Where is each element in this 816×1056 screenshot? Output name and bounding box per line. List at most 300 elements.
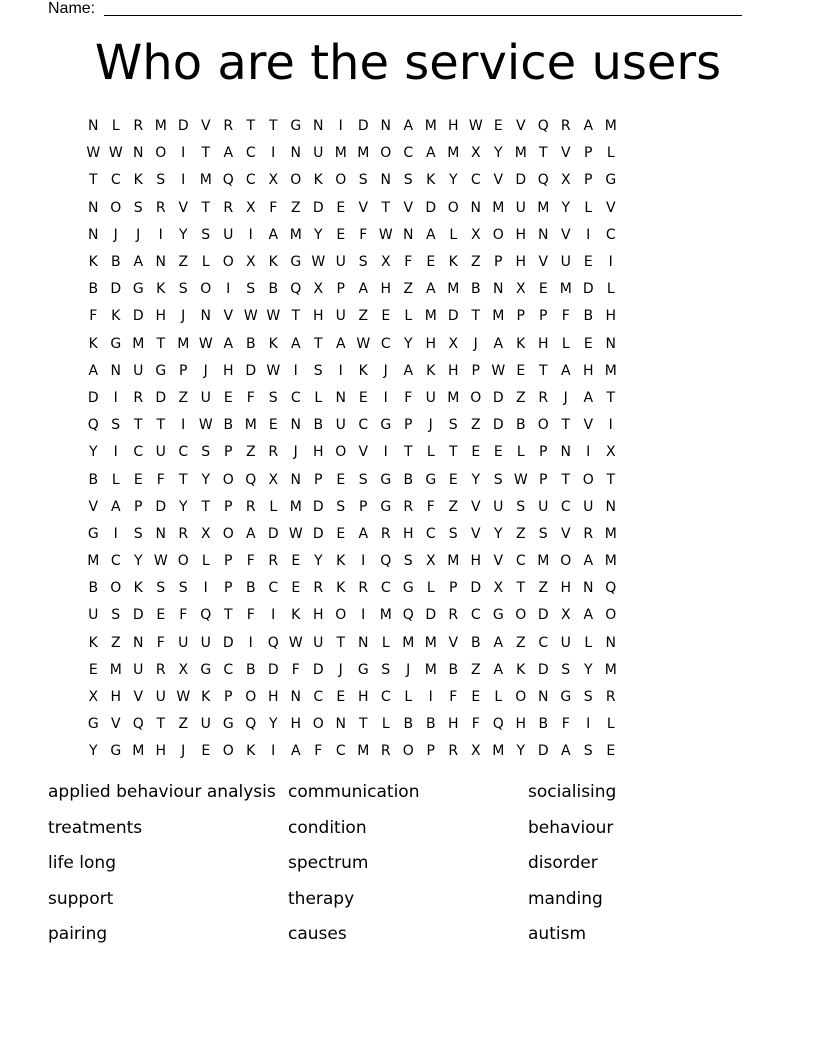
grid-letter: W xyxy=(198,417,213,434)
grid-letter: T xyxy=(88,172,98,189)
grid-letter: W xyxy=(288,634,303,651)
grid-letter: A xyxy=(493,634,504,651)
grid-letter: A xyxy=(560,743,571,760)
grid-letter: S xyxy=(538,525,548,542)
grid-letter: Q xyxy=(132,716,144,733)
grid-letter: Z xyxy=(178,389,189,406)
word-bank-item: spectrum xyxy=(288,853,369,874)
grid-letter: L xyxy=(426,580,435,597)
grid-letter: U xyxy=(335,417,346,434)
grid-letter: H xyxy=(605,308,617,325)
grid-letter: S xyxy=(178,281,188,298)
grid-letter: J xyxy=(293,444,298,461)
grid-letter: P xyxy=(471,362,480,379)
grid-letter: V xyxy=(538,254,549,271)
grid-letter: V xyxy=(560,226,571,243)
grid-letter: N xyxy=(88,199,99,216)
grid-letter: M xyxy=(424,634,437,651)
grid-letter: N xyxy=(380,172,391,189)
grid-letter: F xyxy=(156,471,165,488)
grid-letter: Y xyxy=(201,471,211,488)
grid-letter: T xyxy=(561,417,571,434)
grid-letter: P xyxy=(539,471,548,488)
grid-letter: W xyxy=(266,308,281,325)
grid-letter: K xyxy=(336,553,346,570)
grid-letter: N xyxy=(493,281,504,298)
grid-letter: M xyxy=(447,281,460,298)
grid-letter: J xyxy=(113,226,118,243)
grid-letter: C xyxy=(470,607,481,624)
grid-letter: U xyxy=(155,689,166,706)
grid-letter: N xyxy=(538,689,549,706)
grid-letter: C xyxy=(335,743,346,760)
grid-letter: D xyxy=(312,199,324,216)
grid-letter: G xyxy=(200,661,212,678)
grid-letter: L xyxy=(516,444,525,461)
grid-letter: E xyxy=(268,417,278,434)
grid-letter: K xyxy=(88,254,98,271)
grid-letter: M xyxy=(109,661,122,678)
grid-letter: L xyxy=(201,254,210,271)
grid-letter: D xyxy=(312,525,324,542)
grid-letter: E xyxy=(538,281,548,298)
grid-letter: O xyxy=(560,553,572,570)
grid-letter: K xyxy=(156,281,166,298)
grid-letter: B xyxy=(245,335,256,352)
grid-letter: T xyxy=(606,389,616,406)
grid-letter: G xyxy=(425,471,437,488)
grid-letter: Z xyxy=(470,661,481,678)
grid-letter: L xyxy=(404,689,413,706)
grid-letter: C xyxy=(245,172,256,189)
grid-letter: M xyxy=(447,389,460,406)
grid-letter: O xyxy=(515,607,527,624)
grid-letter: H xyxy=(110,689,122,706)
grid-letter: B xyxy=(403,471,414,488)
grid-letter: T xyxy=(156,335,166,352)
grid-letter: E xyxy=(336,525,346,542)
grid-letter: B xyxy=(538,716,549,733)
word-bank-item: therapy xyxy=(288,888,355,909)
grid-letter: I xyxy=(383,389,388,406)
grid-letter: P xyxy=(404,417,413,434)
grid-letter: E xyxy=(583,335,593,352)
grid-row xyxy=(82,738,735,765)
grid-letter: X xyxy=(178,661,189,678)
grid-letter: E xyxy=(493,118,503,135)
grid-letter: R xyxy=(448,607,459,624)
grid-letter: C xyxy=(358,417,369,434)
grid-letter: V xyxy=(448,634,459,651)
name-label: Name: xyxy=(48,0,96,17)
grid-letter: V xyxy=(605,199,616,216)
grid-letter: R xyxy=(448,743,459,760)
grid-letter: Y xyxy=(516,743,526,760)
grid-letter: L xyxy=(494,689,503,706)
grid-row xyxy=(82,466,735,493)
grid-letter: M xyxy=(132,743,145,760)
grid-letter: I xyxy=(271,607,276,624)
grid-letter: L xyxy=(404,308,413,325)
grid-letter: V xyxy=(403,199,414,216)
grid-letter: M xyxy=(604,525,617,542)
grid-letter: G xyxy=(605,172,617,189)
grid-letter: H xyxy=(537,335,549,352)
grid-letter: P xyxy=(224,580,233,597)
grid-letter: B xyxy=(448,661,459,678)
grid-letter: K xyxy=(246,743,256,760)
grid-letter: F xyxy=(404,254,413,271)
grid-letter: K xyxy=(426,172,436,189)
grid-letter: S xyxy=(133,199,143,216)
grid-letter: R xyxy=(380,743,391,760)
grid-letter: M xyxy=(447,145,460,162)
grid-letter: V xyxy=(200,118,211,135)
grid-letter: O xyxy=(222,254,234,271)
grid-letter: J xyxy=(338,661,343,678)
grid-letter: L xyxy=(269,498,278,515)
grid-letter: O xyxy=(335,607,347,624)
grid-letter: N xyxy=(200,308,211,325)
grid-letter: F xyxy=(404,389,413,406)
grid-letter: H xyxy=(560,580,572,597)
grid-row xyxy=(82,140,735,167)
grid-letter: T xyxy=(133,417,143,434)
grid-letter: B xyxy=(88,471,99,488)
grid-letter: Y xyxy=(88,444,98,461)
grid-letter: K xyxy=(201,689,211,706)
grid-letter: Y xyxy=(493,145,503,162)
grid-letter: A xyxy=(245,525,256,542)
grid-letter: W xyxy=(198,335,213,352)
grid-letter: Z xyxy=(178,716,189,733)
grid-letter: X xyxy=(313,281,324,298)
grid-letter: D xyxy=(357,118,369,135)
grid-letter: M xyxy=(604,118,617,135)
grid-letter: H xyxy=(222,362,234,379)
grid-letter: U xyxy=(335,254,346,271)
grid-letter: J xyxy=(203,362,208,379)
grid-letter: Q xyxy=(245,471,257,488)
grid-letter: X xyxy=(88,689,99,706)
grid-letter: U xyxy=(178,634,189,651)
grid-letter: U xyxy=(560,254,571,271)
grid-letter: H xyxy=(155,743,167,760)
grid-letter: I xyxy=(586,444,591,461)
grid-letter: M xyxy=(559,281,572,298)
grid-row xyxy=(82,657,735,684)
grid-letter: K xyxy=(268,254,278,271)
grid-letter: X xyxy=(470,743,481,760)
grid-letter: Z xyxy=(403,281,414,298)
grid-letter: R xyxy=(178,525,189,542)
grid-letter: D xyxy=(87,389,99,406)
grid-letter: Z xyxy=(178,254,189,271)
grid-letter: O xyxy=(290,172,302,189)
grid-letter: N xyxy=(110,362,121,379)
grid-letter: F xyxy=(359,226,368,243)
grid-letter: H xyxy=(402,525,414,542)
grid-letter: N xyxy=(403,226,414,243)
grid-letter: G xyxy=(222,716,234,733)
grid-letter: F xyxy=(561,308,570,325)
grid-letter: O xyxy=(222,743,234,760)
grid-letter: M xyxy=(537,553,550,570)
grid-letter: J xyxy=(473,335,478,352)
grid-letter: L xyxy=(449,226,458,243)
word-bank-item: condition xyxy=(288,817,367,838)
grid-letter: S xyxy=(583,689,593,706)
word-bank-item: pairing xyxy=(48,924,108,945)
grid-letter: D xyxy=(132,308,144,325)
grid-letter: D xyxy=(177,118,189,135)
grid-letter: L xyxy=(381,634,390,651)
grid-letter: A xyxy=(425,145,436,162)
grid-letter: U xyxy=(313,145,324,162)
grid-letter: N xyxy=(335,389,346,406)
grid-letter: A xyxy=(583,607,594,624)
grid-letter: R xyxy=(268,444,279,461)
grid-letter: P xyxy=(584,145,593,162)
grid-letter: E xyxy=(493,444,503,461)
grid-letter: X xyxy=(493,580,504,597)
grid-letter: C xyxy=(380,689,391,706)
grid-letter: Y xyxy=(313,226,323,243)
grid-letter: K xyxy=(358,362,368,379)
grid-letter: D xyxy=(425,199,437,216)
grid-letter: E xyxy=(291,553,301,570)
grid-letter: H xyxy=(357,689,369,706)
letter-grid xyxy=(82,113,735,766)
grid-letter: R xyxy=(245,498,256,515)
grid-letter: S xyxy=(516,498,526,515)
grid-letter: V xyxy=(110,716,121,733)
grid-letter: E xyxy=(156,607,166,624)
grid-letter: C xyxy=(110,172,121,189)
grid-letter: T xyxy=(538,362,548,379)
grid-letter: O xyxy=(222,471,234,488)
grid-letter: N xyxy=(290,689,301,706)
grid-row xyxy=(82,521,735,548)
grid-letter: J xyxy=(406,661,411,678)
grid-letter: G xyxy=(560,689,572,706)
grid-letter: G xyxy=(110,743,122,760)
grid-row xyxy=(82,195,735,222)
grid-letter: K xyxy=(133,580,143,597)
grid-letter: I xyxy=(586,716,591,733)
grid-letter: Y xyxy=(448,172,458,189)
grid-letter: D xyxy=(470,580,482,597)
grid-letter: M xyxy=(357,743,370,760)
grid-letter: P xyxy=(224,498,233,515)
grid-letter: A xyxy=(268,226,279,243)
grid-letter: A xyxy=(290,335,301,352)
grid-letter: V xyxy=(470,525,481,542)
grid-letter: Y xyxy=(313,553,323,570)
grid-letter: Q xyxy=(290,281,302,298)
grid-letter: D xyxy=(537,661,549,678)
grid-letter: E xyxy=(471,444,481,461)
grid-row xyxy=(82,548,735,575)
grid-row xyxy=(82,276,735,303)
grid-letter: J xyxy=(181,743,186,760)
grid-letter: S xyxy=(156,580,166,597)
grid-letter: K xyxy=(268,335,278,352)
grid-letter: W xyxy=(288,525,303,542)
grid-letter: I xyxy=(248,634,253,651)
grid-letter: M xyxy=(132,335,145,352)
grid-letter: G xyxy=(402,580,414,597)
page-title: Who are the service users xyxy=(94,35,722,91)
grid-letter: E xyxy=(88,661,98,678)
grid-letter: A xyxy=(133,254,144,271)
grid-letter: U xyxy=(335,308,346,325)
grid-letter: T xyxy=(538,145,548,162)
grid-letter: K xyxy=(448,254,458,271)
grid-letter: U xyxy=(133,661,144,678)
grid-letter: B xyxy=(110,254,121,271)
grid-letter: T xyxy=(156,417,166,434)
grid-letter: G xyxy=(290,254,302,271)
grid-letter: H xyxy=(312,308,324,325)
grid-row xyxy=(82,167,735,194)
grid-row xyxy=(82,439,735,466)
grid-letter: S xyxy=(381,661,391,678)
grid-letter: A xyxy=(110,498,121,515)
grid-letter: E xyxy=(606,743,616,760)
grid-letter: W xyxy=(176,689,191,706)
grid-letter: M xyxy=(537,199,550,216)
grid-letter: T xyxy=(268,118,278,135)
grid-letter: K xyxy=(88,634,98,651)
grid-letter: N xyxy=(470,199,481,216)
grid-letter: Y xyxy=(583,661,593,678)
grid-letter: E xyxy=(336,471,346,488)
grid-letter: B xyxy=(88,281,99,298)
grid-letter: P xyxy=(224,553,233,570)
grid-letter: D xyxy=(515,172,527,189)
grid-letter: Y xyxy=(178,498,188,515)
grid-letter: Z xyxy=(245,444,256,461)
grid-letter: N xyxy=(605,634,616,651)
grid-letter: G xyxy=(492,607,504,624)
grid-letter: S xyxy=(336,498,346,515)
grid-letter: D xyxy=(492,389,504,406)
grid-letter: M xyxy=(177,335,190,352)
grid-letter: V xyxy=(470,498,481,515)
grid-letter: N xyxy=(290,417,301,434)
grid-letter: I xyxy=(271,145,276,162)
grid-letter: E xyxy=(223,389,233,406)
grid-letter: P xyxy=(314,471,323,488)
grid-letter: L xyxy=(606,281,615,298)
grid-letter: A xyxy=(583,118,594,135)
grid-letter: Y xyxy=(561,199,571,216)
grid-letter: G xyxy=(290,118,302,135)
grid-letter: X xyxy=(245,254,256,271)
grid-letter: B xyxy=(583,308,594,325)
grid-letter: H xyxy=(155,308,167,325)
grid-letter: V xyxy=(88,498,99,515)
grid-letter: E xyxy=(583,254,593,271)
grid-letter: A xyxy=(358,525,369,542)
grid-letter: R xyxy=(155,199,166,216)
grid-letter: T xyxy=(246,118,256,135)
grid-letter: M xyxy=(244,417,257,434)
word-bank-item: autism xyxy=(528,924,586,945)
grid-letter: N xyxy=(335,716,346,733)
grid-letter: P xyxy=(179,362,188,379)
grid-letter: O xyxy=(335,444,347,461)
grid-letter: D xyxy=(245,362,257,379)
grid-letter: G xyxy=(87,525,99,542)
grid-letter: N xyxy=(605,498,616,515)
grid-letter: D xyxy=(267,661,279,678)
grid-letter: R xyxy=(560,118,571,135)
grid-letter: R xyxy=(380,525,391,542)
grid-letter: R xyxy=(538,389,549,406)
grid-letter: L xyxy=(584,199,593,216)
grid-letter: E xyxy=(336,226,346,243)
grid-letter: I xyxy=(361,607,366,624)
grid-letter: S xyxy=(201,226,211,243)
grid-letter: N xyxy=(88,118,99,135)
grid-letter: N xyxy=(133,145,144,162)
grid-letter: M xyxy=(334,145,347,162)
grid-letter: T xyxy=(223,607,233,624)
grid-letter: U xyxy=(313,634,324,651)
grid-letter: W xyxy=(378,226,393,243)
grid-letter: Z xyxy=(358,308,369,325)
grid-letter: O xyxy=(447,199,459,216)
grid-letter: S xyxy=(358,172,368,189)
grid-letter: T xyxy=(201,145,211,162)
grid-letter: V xyxy=(560,145,571,162)
grid-letter: O xyxy=(177,553,189,570)
grid-letter: B xyxy=(245,580,256,597)
name-field xyxy=(48,0,748,18)
grid-letter: O xyxy=(222,525,234,542)
grid-letter: H xyxy=(515,716,527,733)
grid-letter: Q xyxy=(402,607,414,624)
grid-letter: V xyxy=(515,118,526,135)
grid-letter: G xyxy=(155,362,167,379)
grid-letter: D xyxy=(155,498,167,515)
grid-letter: T xyxy=(561,471,571,488)
grid-letter: K xyxy=(88,335,98,352)
word-bank-item: causes xyxy=(288,924,347,945)
grid-letter: V xyxy=(133,689,144,706)
grid-letter: Q xyxy=(492,716,504,733)
grid-letter: A xyxy=(403,118,414,135)
grid-letter: F xyxy=(449,689,458,706)
grid-letter: M xyxy=(199,172,212,189)
grid-letter: W xyxy=(266,362,281,379)
grid-letter: M xyxy=(402,634,415,651)
grid-letter: U xyxy=(200,389,211,406)
grid-letter: N xyxy=(380,118,391,135)
word-bank-item: disorder xyxy=(528,853,598,874)
grid-letter: S xyxy=(246,281,256,298)
word-bank-item: treatments xyxy=(48,817,143,838)
grid-letter: S xyxy=(448,525,458,542)
grid-letter: N xyxy=(133,634,144,651)
grid-letter: K xyxy=(313,172,323,189)
grid-letter: L xyxy=(426,444,435,461)
grid-letter: E xyxy=(291,580,301,597)
grid-letter: H xyxy=(447,362,459,379)
grid-letter: N xyxy=(155,254,166,271)
